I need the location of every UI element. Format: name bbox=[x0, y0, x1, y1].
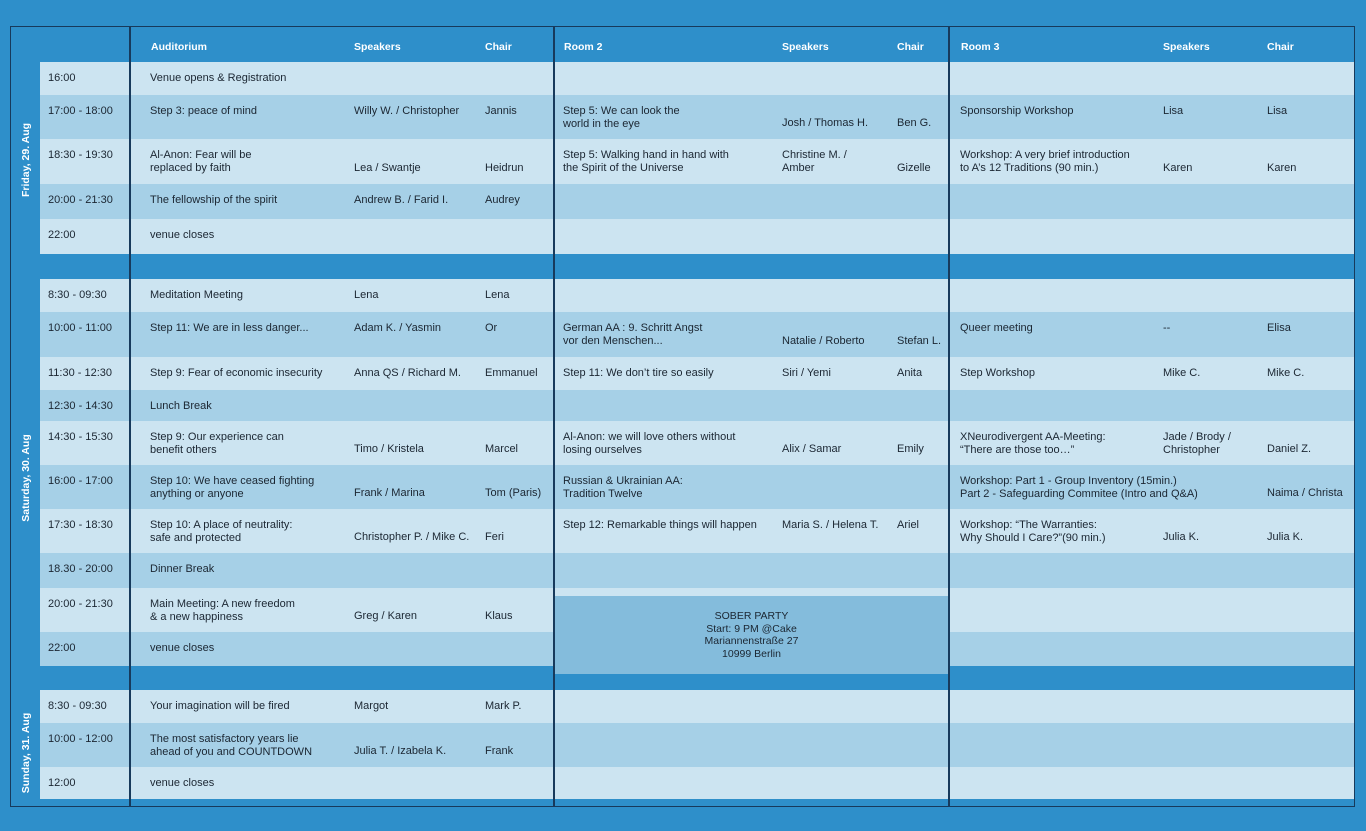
auditorium-session-title: Dinner Break bbox=[150, 563, 215, 575]
table-row bbox=[40, 219, 1354, 254]
auditorium-session-title: Step 11: We are in less danger... bbox=[150, 322, 309, 334]
day-label-sunday: Sunday, 31. Aug bbox=[11, 698, 40, 807]
room3-speakers: -- bbox=[1163, 322, 1171, 334]
table-row bbox=[40, 95, 1354, 139]
time-cell: 17:00 - 18:00 bbox=[48, 105, 113, 117]
room2-chair: Stefan L. bbox=[897, 335, 942, 347]
room2-speakers: Christine M. / Amber bbox=[782, 149, 847, 174]
auditorium-speakers: Willy W. / Christopher bbox=[354, 105, 460, 117]
auditorium-session-title: Lunch Break bbox=[150, 400, 212, 412]
table-row bbox=[40, 279, 1354, 312]
room2-chair: Gizelle bbox=[897, 162, 931, 174]
auditorium-session-title: Step 9: Our experience can benefit others bbox=[150, 431, 284, 456]
party-city: 10999 Berlin bbox=[722, 647, 781, 660]
room3-chair: Karen bbox=[1267, 162, 1297, 174]
time-cell: 18:30 - 19:30 bbox=[48, 149, 113, 161]
table-row bbox=[40, 465, 1354, 509]
room2-speakers: Alix / Samar bbox=[782, 443, 842, 455]
room3-chair: Mike C. bbox=[1267, 367, 1305, 379]
room2-session-title: Russian & Ukrainian AA: Tradition Twelve bbox=[563, 475, 683, 500]
auditorium-speakers: Lena bbox=[354, 289, 379, 301]
time-cell: 22:00 bbox=[48, 642, 76, 654]
room3-speakers: Jade / Brody / Christopher bbox=[1163, 431, 1231, 456]
room3-session-title: Workshop: Part 1 - Group Inventory (15min.) Part 2 - Safeguarding Commitee (Intro and Q&A) bbox=[960, 475, 1198, 500]
auditorium-speakers: Anna QS / Richard M. bbox=[354, 367, 461, 379]
header-speakers-auditorium: Speakers bbox=[354, 41, 401, 53]
auditorium-chair: Jannis bbox=[485, 105, 517, 117]
room3-chair: Naima / Christa bbox=[1267, 487, 1343, 499]
auditorium-speakers: Margot bbox=[354, 700, 389, 712]
room2-session-title: Step 5: Walking hand in hand with the Spirit of the Universe bbox=[563, 149, 729, 174]
table-row bbox=[40, 184, 1354, 219]
header-room2: Room 2 bbox=[564, 41, 603, 53]
auditorium-session-title: Your imagination will be fired bbox=[150, 700, 290, 712]
time-cell: 10:00 - 12:00 bbox=[48, 733, 113, 745]
room2-session-title: German AA : 9. Schritt Angst vor den Menschen... bbox=[563, 322, 703, 347]
room2-chair: Anita bbox=[897, 367, 923, 379]
time-cell: 16:00 bbox=[48, 72, 76, 84]
party-title: SOBER PARTY bbox=[714, 610, 789, 622]
auditorium-chair: Mark P. bbox=[485, 700, 522, 712]
time-cell: 17:30 - 18:30 bbox=[48, 519, 113, 531]
room3-session-title: Step Workshop bbox=[960, 367, 1036, 379]
header-speakers-room3: Speakers bbox=[1163, 41, 1210, 53]
table-row bbox=[40, 767, 1354, 799]
auditorium-session-title: venue closes bbox=[150, 777, 215, 789]
schedule-table bbox=[10, 26, 1355, 807]
room3-chair: Daniel Z. bbox=[1267, 443, 1312, 455]
header-speakers-room2: Speakers bbox=[782, 41, 829, 53]
room2-chair: Ben G. bbox=[897, 117, 932, 129]
room2-chair: Ariel bbox=[897, 519, 920, 531]
table-row bbox=[40, 390, 1354, 421]
time-cell: 12:30 - 14:30 bbox=[48, 400, 113, 412]
auditorium-chair: Feri bbox=[485, 531, 504, 543]
header-chair-room2: Chair bbox=[897, 41, 924, 53]
auditorium-session-title: The most satisfactory years lie ahead of you and COUNTDOWN bbox=[150, 733, 313, 758]
auditorium-chair: Lena bbox=[485, 289, 510, 301]
auditorium-speakers: Julia T. / Izabela K. bbox=[354, 745, 447, 757]
header-row bbox=[11, 27, 1354, 62]
room3-speakers: Lisa bbox=[1163, 105, 1184, 117]
auditorium-speakers: Andrew B. / Farid I. bbox=[354, 194, 449, 206]
auditorium-chair: Klaus bbox=[485, 610, 513, 622]
room2-session-title: Step 12: Remarkable things will happen bbox=[563, 519, 757, 531]
sober-party-box bbox=[554, 596, 949, 674]
auditorium-session-title: Al-Anon: Fear will be replaced by faith bbox=[150, 149, 252, 174]
table-row bbox=[40, 690, 1354, 723]
room2-speakers: Siri / Yemi bbox=[782, 367, 831, 379]
room3-session-title: Workshop: A very brief introduction to A’s 12 Traditions (90 min.) bbox=[960, 149, 1130, 174]
day-separator bbox=[40, 254, 1354, 279]
room2-session-title: Al-Anon: we will love others without losing ourselves bbox=[563, 431, 736, 456]
room2-speakers: Maria S. / Helena T. bbox=[782, 519, 879, 531]
auditorium-session-title: Step 9: Fear of economic insecurity bbox=[150, 367, 323, 379]
time-cell: 8:30 - 09:30 bbox=[48, 289, 107, 301]
auditorium-session-title: Venue opens & Registration bbox=[150, 72, 287, 84]
room3-chair: Julia K. bbox=[1267, 531, 1304, 543]
table-row bbox=[40, 62, 1354, 95]
auditorium-chair: Frank bbox=[485, 745, 514, 757]
party-street: Mariannenstraße 27 bbox=[704, 635, 799, 647]
table-row bbox=[40, 553, 1354, 588]
time-cell: 8:30 - 09:30 bbox=[48, 700, 107, 712]
room3-session-title: Workshop: “The Warranties: Why Should I Care?”(90 min.) bbox=[960, 519, 1106, 544]
header-auditorium: Auditorium bbox=[151, 41, 207, 53]
table-row bbox=[40, 139, 1354, 184]
table-row bbox=[40, 509, 1354, 553]
auditorium-session-title: The fellowship of the spirit bbox=[150, 194, 278, 206]
room3-speakers: Julia K. bbox=[1163, 531, 1200, 543]
time-cell: 22:00 bbox=[48, 229, 76, 241]
auditorium-chair: Or bbox=[485, 322, 498, 334]
time-cell: 16:00 - 17:00 bbox=[48, 475, 113, 487]
auditorium-session-title: venue closes bbox=[150, 229, 215, 241]
divider-line bbox=[553, 27, 555, 806]
auditorium-speakers: Frank / Marina bbox=[354, 487, 425, 499]
room3-session-title: XNeurodivergent AA-Meeting: “There are those too…” bbox=[960, 431, 1106, 456]
room2-session-title: Step 5: We can look the world in the eye bbox=[563, 105, 680, 130]
room3-chair: Lisa bbox=[1267, 105, 1288, 117]
time-cell: 18.30 - 20:00 bbox=[48, 563, 113, 575]
room2-speakers: Natalie / Roberto bbox=[782, 335, 865, 347]
room3-speakers: Mike C. bbox=[1163, 367, 1201, 379]
auditorium-chair: Audrey bbox=[485, 194, 520, 206]
room2-session-title: Step 11: We don’t tire so easily bbox=[563, 367, 714, 379]
room3-speakers: Karen bbox=[1163, 162, 1193, 174]
time-cell: 20:00 - 21:30 bbox=[48, 194, 113, 206]
time-cell: 11:30 - 12:30 bbox=[48, 367, 113, 379]
room3-session-title: Sponsorship Workshop bbox=[960, 105, 1074, 117]
auditorium-session-title: Step 10: A place of neutrality: safe and protected bbox=[150, 519, 293, 544]
day-label-saturday: Saturday, 30. Aug bbox=[11, 282, 40, 674]
party-start: Start: 9 PM @Cake bbox=[706, 622, 797, 635]
auditorium-speakers: Adam K. / Yasmin bbox=[354, 322, 442, 334]
header-chair-room3: Chair bbox=[1267, 41, 1294, 53]
time-cell: 20:00 - 21:30 bbox=[48, 598, 113, 610]
room3-session-title: Queer meeting bbox=[960, 322, 1033, 334]
table-row bbox=[40, 357, 1354, 390]
auditorium-session-title: Step 10: We have ceased fighting anything or anyone bbox=[150, 475, 315, 500]
divider-line bbox=[129, 27, 131, 806]
room2-chair: Emily bbox=[897, 443, 924, 455]
auditorium-speakers: Christopher P. / Mike C. bbox=[354, 531, 470, 543]
auditorium-chair: Marcel bbox=[485, 443, 519, 455]
room2-speakers: Josh / Thomas H. bbox=[782, 117, 868, 129]
day-label-friday: Friday, 29. Aug bbox=[11, 62, 40, 258]
table-row bbox=[40, 723, 1354, 767]
auditorium-session-title: Step 3: peace of mind bbox=[150, 105, 258, 117]
room3-chair: Elisa bbox=[1267, 322, 1291, 334]
auditorium-session-title: venue closes bbox=[150, 642, 215, 654]
divider-line bbox=[948, 27, 950, 806]
table-row bbox=[40, 312, 1354, 357]
auditorium-chair: Emmanuel bbox=[485, 367, 538, 379]
time-cell: 12:00 bbox=[48, 777, 76, 789]
auditorium-chair: Heidrun bbox=[485, 162, 524, 174]
table-row bbox=[40, 421, 1354, 465]
header-chair-auditorium: Chair bbox=[485, 41, 512, 53]
time-cell: 10:00 - 11:00 bbox=[48, 322, 113, 334]
auditorium-chair: Tom (Paris) bbox=[485, 487, 542, 499]
auditorium-session-title: Meditation Meeting bbox=[150, 289, 243, 301]
auditorium-session-title: Main Meeting: A new freedom & a new happiness bbox=[150, 598, 295, 623]
auditorium-speakers: Lea / Swantje bbox=[354, 162, 421, 174]
auditorium-speakers: Timo / Kristela bbox=[354, 443, 424, 455]
auditorium-speakers: Greg / Karen bbox=[354, 610, 417, 622]
time-cell: 14:30 - 15:30 bbox=[48, 431, 113, 443]
header-room3: Room 3 bbox=[961, 41, 1000, 53]
